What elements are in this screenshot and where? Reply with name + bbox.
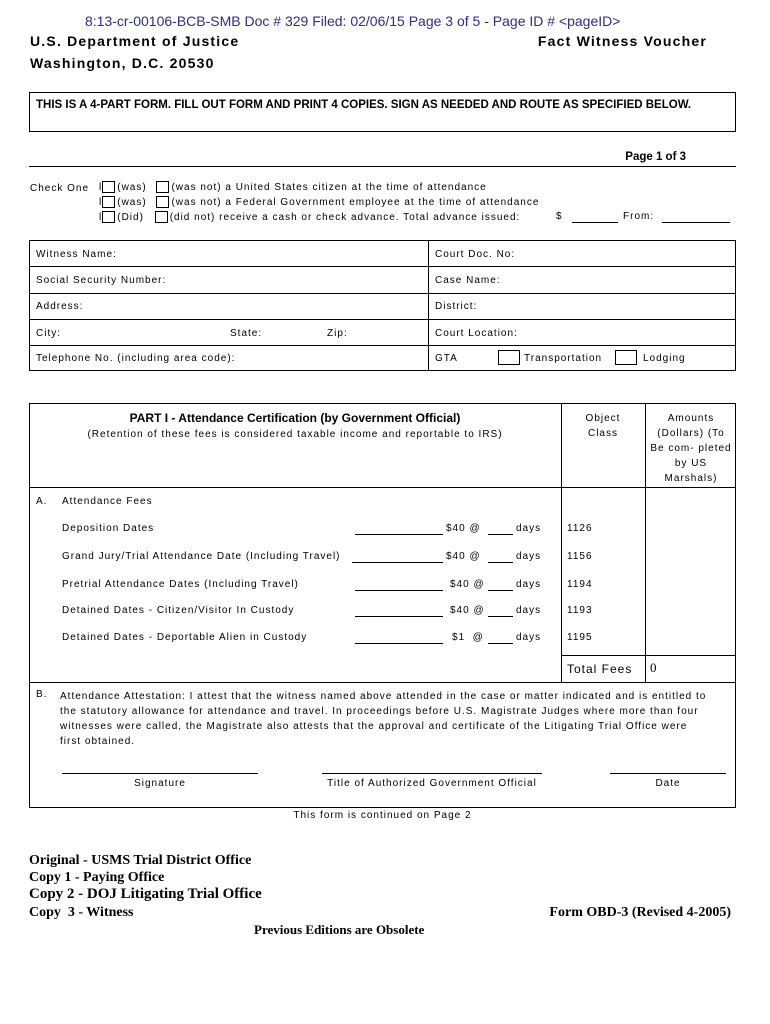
check-row-citizen: l (was) (was not) a United States citizen at the time of attendance: [99, 182, 487, 193]
fee-rate: $40 @: [446, 523, 481, 534]
fee-rate: $40 @: [446, 551, 481, 562]
was-not-citizen-label: (was not) a United States citizen at the time of attendance: [171, 182, 487, 193]
days-line[interactable]: [488, 562, 513, 563]
dates-line[interactable]: [352, 562, 443, 563]
ssn-field[interactable]: Social Security Number:: [36, 275, 167, 286]
grid-line: [29, 319, 736, 320]
was-not-employee-checkbox[interactable]: [156, 196, 169, 208]
title-line[interactable]: [322, 773, 542, 774]
grid-line: [29, 345, 736, 346]
routing-copy2: Copy 2 - DOJ Litigating Trial Office: [29, 886, 262, 902]
grid-line: [645, 403, 646, 682]
days-label: days: [516, 551, 542, 562]
lodging-checkbox[interactable]: [615, 350, 637, 365]
obsolete-note: Previous Editions are Obsolete: [254, 922, 425, 937]
attestation-text: Attendance Attestation: I attest that the witness named above attended in the case or matter indicated and is entitled to the statutory allowance for attendance and travel. In proceedings before U.S. Magistrate Judges where more than four witnesses were called, the Magistrate also attests that the approval and certificate of the Litigating Trial Office were first obtained.: [60, 691, 707, 747]
court-doc-no-field[interactable]: Court Doc. No:: [435, 249, 516, 260]
form-number: Form OBD-3 (Revised 4-2005): [549, 905, 731, 920]
city-field[interactable]: City:: [36, 328, 61, 339]
was-employee-label: (was): [117, 197, 147, 208]
grid-line: [29, 487, 736, 488]
did-advance-checkbox[interactable]: [102, 211, 115, 223]
check-one-rows: [99, 180, 539, 225]
page-label: Page 1 of 3: [625, 151, 686, 163]
grid-line: [561, 655, 736, 656]
district-field[interactable]: District:: [435, 301, 478, 312]
court-filing-header: 8:13-cr-00106-BCB-SMB Doc # 329 Filed: 02/06/15 Page 3 of 5 - Page ID # <pageID>: [85, 13, 621, 29]
days-label: days: [516, 579, 542, 590]
total-fees-value[interactable]: 0: [650, 660, 657, 675]
section-a-title: Attendance Fees: [62, 496, 153, 507]
grid-line: [428, 240, 429, 371]
did-advance-label: (Did): [117, 212, 144, 223]
state-field[interactable]: State:: [230, 328, 263, 339]
object-class-code: 1126: [567, 523, 593, 534]
object-class-header: Object Class: [585, 413, 621, 439]
fee-rate: $1 @: [452, 632, 484, 643]
object-class-code: 1194: [567, 579, 593, 590]
routing-copy3: Copy 3 - Witness: [29, 905, 134, 920]
total-fees-label: Total Fees: [567, 662, 633, 676]
transportation-checkbox[interactable]: [498, 350, 520, 365]
check-one-label: Check One: [30, 183, 90, 194]
days-label: days: [516, 605, 542, 616]
continued-note: This form is continued on Page 2: [293, 810, 472, 821]
fee-row-label: Detained Dates - Citizen/Visitor In Custody: [62, 605, 295, 616]
instructions-box: [29, 92, 736, 132]
was-not-employee-label: (was not) a Federal Government employee at the time of attendance: [171, 197, 540, 208]
grid-line: [29, 682, 736, 683]
days-label: days: [516, 632, 542, 643]
zip-field[interactable]: Zip:: [327, 328, 348, 339]
days-line[interactable]: [488, 643, 513, 644]
was-employee-checkbox[interactable]: [102, 196, 115, 208]
part1-title: PART I - Attendance Certification (by Government Official): [129, 411, 461, 425]
dates-line[interactable]: [355, 590, 443, 591]
from-line[interactable]: [662, 222, 730, 223]
grid-line: [29, 266, 736, 267]
did-not-advance-checkbox[interactable]: [155, 211, 168, 223]
dates-line[interactable]: [355, 534, 443, 535]
address-field[interactable]: Address:: [36, 301, 84, 312]
object-class-code: 1156: [567, 551, 593, 562]
was-not-citizen-checkbox[interactable]: [156, 181, 169, 193]
part1-subtitle: (Retention of these fees is considered taxable income and reportable to IRS): [87, 429, 503, 440]
days-line[interactable]: [488, 590, 513, 591]
instructions-text: THIS IS A 4-PART FORM. FILL OUT FORM AND PRINT 4 COPIES. SIGN AS NEEDED AND ROUTE AS SPECIFIED BELOW.: [36, 99, 692, 111]
advance-dollar-sign: $: [556, 211, 563, 222]
routing-copy1: Copy 1 - Paying Office: [29, 870, 165, 885]
divider: [29, 166, 736, 167]
witness-name-field[interactable]: Witness Name:: [36, 249, 117, 260]
check-row-advance: l (Did) (did not) receive a cash or check advance. Total advance issued:: [99, 212, 521, 223]
gta-label: GTA: [435, 353, 458, 364]
date-label: Date: [655, 778, 681, 789]
court-location-field[interactable]: Court Location:: [435, 328, 518, 339]
form-title: Fact Witness Voucher: [537, 33, 707, 49]
dates-line[interactable]: [355, 643, 443, 644]
was-citizen-checkbox[interactable]: [102, 181, 115, 193]
from-label: From:: [623, 211, 655, 222]
agency-name: U.S. Department of Justice: [30, 33, 240, 49]
title-label: Title of Authorized Government Official: [327, 778, 537, 789]
signature-line[interactable]: [62, 773, 258, 774]
section-a-letter: A.: [36, 496, 48, 507]
fee-row-label: Grand Jury/Trial Attendance Date (Including Travel): [62, 551, 341, 562]
case-name-field[interactable]: Case Name:: [435, 275, 501, 286]
fee-row-label: Detained Dates - Deportable Alien in Custody: [62, 632, 308, 643]
object-class-code: 1193: [567, 605, 593, 616]
object-class-code: 1195: [567, 632, 593, 643]
fee-row-label: Pretrial Attendance Dates (Including Travel): [62, 579, 299, 590]
fee-rate: $40 @: [450, 579, 485, 590]
was-citizen-label: (was): [117, 182, 147, 193]
did-not-advance-label: (did not) receive a cash or check advance. Total advance issued:: [169, 212, 521, 223]
lodging-label: Lodging: [643, 353, 686, 364]
grid-line: [561, 403, 562, 682]
dates-line[interactable]: [355, 616, 443, 617]
fee-row-label: Deposition Dates: [62, 523, 155, 534]
days-line[interactable]: [488, 616, 513, 617]
advance-amount-line[interactable]: [572, 222, 618, 223]
days-label: days: [516, 523, 542, 534]
transportation-label: Transportation: [524, 353, 603, 364]
amounts-header: Amounts (Dollars) (To Be com- pleted by US Marshals): [650, 413, 732, 484]
check-row-employee: l (was) (was not) a Federal Government employee at the time of attendance: [99, 197, 540, 208]
section-b-letter: B.: [36, 689, 48, 700]
agency-city: Washington, D.C. 20530: [30, 55, 215, 71]
date-line[interactable]: [610, 773, 726, 774]
routing-original: Original - USMS Trial District Office: [29, 853, 252, 868]
signature-label: Signature: [134, 778, 186, 789]
fee-rate: $40 @: [450, 605, 485, 616]
grid-line: [29, 293, 736, 294]
telephone-field[interactable]: Telephone No. (including area code):: [36, 353, 236, 364]
days-line[interactable]: [488, 534, 513, 535]
